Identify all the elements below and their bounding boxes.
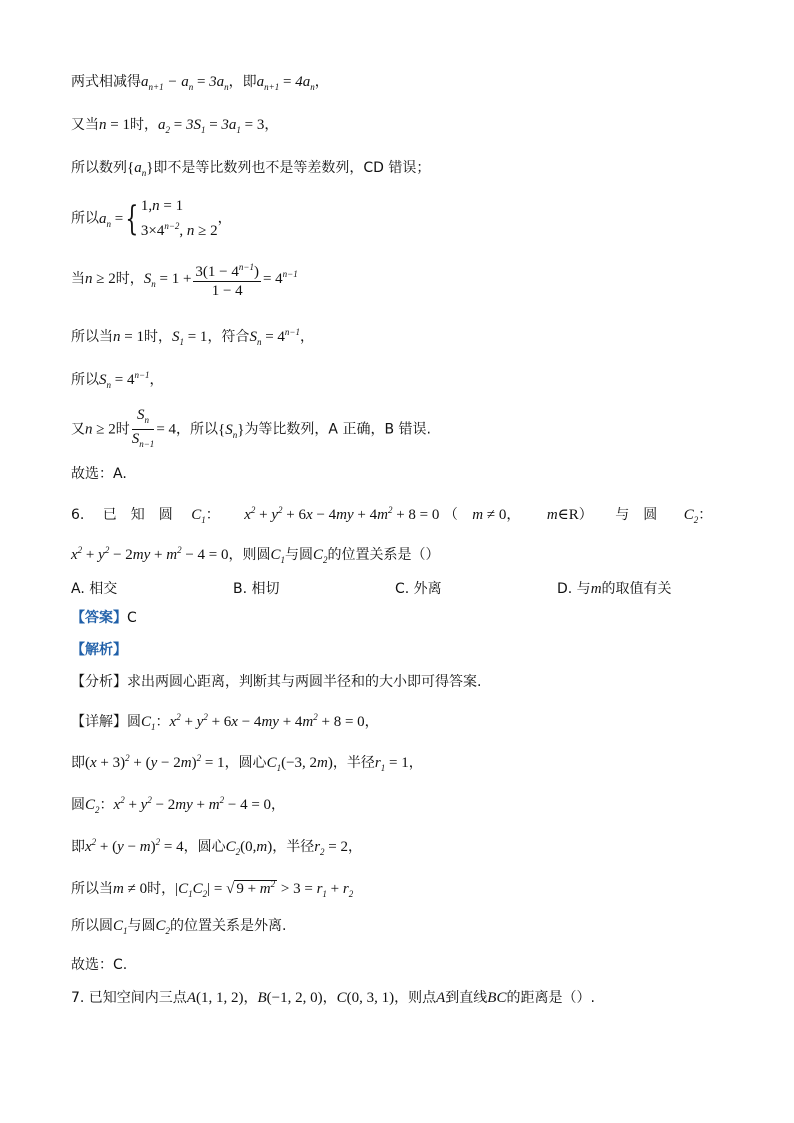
line-subtract: 两式相减得$a_{n+1} - a_n = 3a_n$，即$a_{n+1} = 4a_n$， <box>71 74 329 92</box>
question-6-line-1: 6. 已 知 圆 $C_1$： $x^2 + y^2 + 6x - 4my + 4m^2 + 8 = 0$ （ m ≠ 0， m∈R） 与 圆 $C_2$： <box>71 505 713 525</box>
line-n-equals-1: 又当n = 1时，$a_2 = 3S_1 = 3a_1 = 3$， <box>71 117 279 135</box>
fenxi-line: 【分析】求出两圆心距离，判断其与两圆半径和的大小即可得答案. <box>71 674 482 690</box>
detail-line-6: 所以圆$C_1$与圆$C_2$的位置关系是外离. <box>71 918 287 936</box>
detail-line-4: 即$x^2 + (y - m)^2 = 4$，圆心$C_2(0,m)$，半径$r_2 = 2$， <box>71 837 363 857</box>
line-sequence-type: 所以数列$\{a_n\}$即不是等比数列也不是等差数列，CD 错误； <box>71 160 431 178</box>
answer-line <box>71 608 137 628</box>
detail-line-5: 所以当m ≠ 0时，$|C_1C_2|$ = √ $9 + m^2 > 3 = r_1 + r_2$ <box>71 879 354 899</box>
option-b: B. 相切 <box>233 581 280 597</box>
detail-line-2: 即$(x + 3)^2 + (y - 2m)^2 = 1$，圆心$C_1(-3$, 2m)，半径$r_1 = 1$， <box>71 753 423 773</box>
line-s1: 所以当n = 1时，$S_1 = 1$，符合$S_n = 4^{n-1}$， <box>71 327 314 347</box>
option-d: D. 与m的取值有关 <box>557 581 672 597</box>
line-sn: 所以$S_n = 4^{n-1}$， <box>71 370 164 390</box>
line-choose-a: 故选：A. <box>71 466 127 482</box>
answer-value: C <box>127 610 137 626</box>
option-a: A. 相交 <box>71 581 118 597</box>
detail-tag: 【详解】 <box>71 714 127 730</box>
detail-line-1: 【详解】圆$C_1$：$x^2 + y^2 + 6x - 4my + 4m^2 + 8 = 0$， <box>71 712 379 732</box>
question-7: 7. 已知空间内三点A(1, 1, 2)，B(−1, 2, 0)，C(0, 3, 1)，则点A到直线BC的距离是（）. <box>71 990 595 1006</box>
answer-tag: 【答案】 <box>71 610 127 626</box>
question-6-line-2: $x^2 + y^2 - 2my + m^2 - 4 = 0$，则圆$C_1$与圆$C_2$的位置关系是（） <box>71 545 440 565</box>
fenxi-tag: 【分析】 <box>71 674 127 690</box>
analysis-tag: 【解析】 <box>71 642 127 658</box>
line-ratio: 又n ≥ 2时 $\frac{S_n}{S_{n-1}}$ = 4，所以$\{S_n\}$为等比数列，A 正确，B 错误. <box>71 407 431 449</box>
line-piecewise: 所以$a_n$ ={ 1,n = 1 $3\times 4^{n-2}$, n ≥ 2， <box>71 198 232 239</box>
option-c: C. 外离 <box>395 581 442 597</box>
line-sum-formula: 当n ≥ 2时，$S_n = 1$ + $\frac{3(1 - 4^{n-1})}{1 - 4}$ = $4^{n-1}$ <box>71 258 298 300</box>
analysis-line <box>71 640 127 660</box>
detail-line-7: 故选：C. <box>71 957 128 973</box>
detail-line-3: 圆$C_2$：$x^2 + y^2 - 2my + m^2 - 4 = 0$， <box>71 795 286 815</box>
